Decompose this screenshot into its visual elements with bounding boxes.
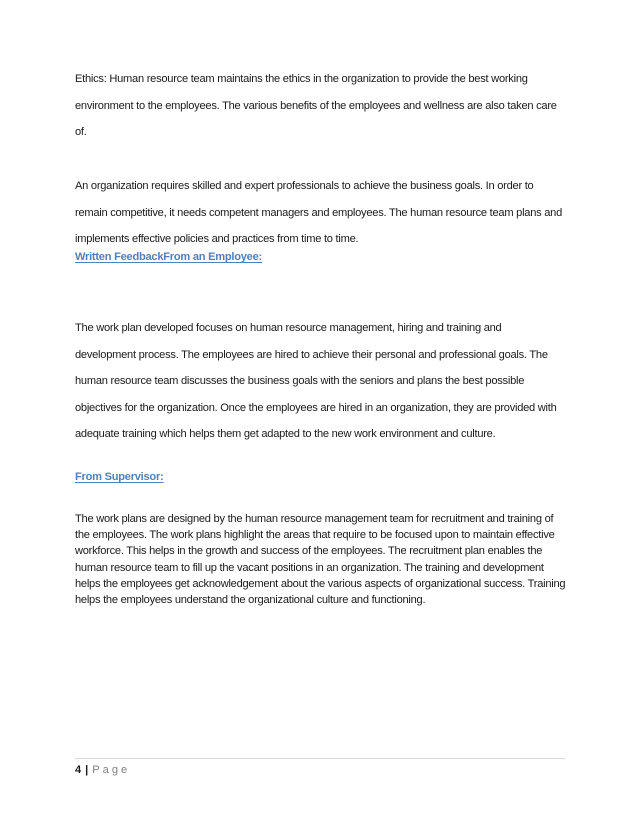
paragraph-line: development process. The employees are hired to achieve their personal and professional goals. The — [75, 348, 548, 361]
paragraph-line: the employees. The work plans highlight the areas that require to be focused upon to maintain effective — [75, 529, 555, 542]
paragraph-line: The work plan developed focuses on human resource management, hiring and training and — [75, 322, 502, 334]
paragraph-line: adequate training which helps them get adapted to the new work environment and culture. — [75, 428, 496, 440]
supervisor-paragraph — [75, 511, 567, 608]
paragraph-line: helps the employees get acknowledgement about the various aspects of organizational success. Training — [75, 577, 566, 590]
paragraph-line: An organization requires skilled and expert professionals to achieve the business goals. In order to — [75, 180, 534, 192]
work-plan-paragraph — [75, 315, 567, 448]
footer-separator: | — [85, 764, 89, 776]
paragraph-line: helps the employees understand the organizational culture and functioning. — [75, 593, 426, 606]
organization-paragraph — [75, 173, 567, 253]
paragraph-line: The work plans are designed by the human resource management team for recruitment and training of — [75, 513, 554, 525]
page-label: Page — [92, 764, 131, 776]
paragraph-line: human resource team to fill up the vacant positions in an organization. The training and development — [75, 561, 544, 574]
page-footer — [75, 762, 130, 778]
supervisor-heading: From Supervisor: — [75, 471, 164, 483]
paragraph-line: workforce. This helps in the growth and success of the employees. The recruitment plan enables the — [75, 545, 543, 558]
footer-divider — [75, 758, 565, 759]
paragraph-line: of. — [75, 126, 87, 138]
ethics-paragraph — [75, 66, 567, 146]
paragraph-line: human resource team discusses the business goals with the seniors and plans the best possible — [75, 375, 525, 387]
paragraph-line: objectives for the organization. Once the employees are hired in an organization, they are provided with — [75, 401, 557, 414]
employee-feedback-heading: Written FeedbackFrom an Employee: — [75, 251, 262, 263]
paragraph-line: Ethics: Human resource team maintains the ethics in the organization to provide the best working — [75, 73, 528, 85]
paragraph-line: environment to the employees. The various benefits of the employees and wellness are also taken care — [75, 99, 557, 112]
page-number: 4 — [75, 764, 82, 776]
paragraph-line: implements effective policies and practices from time to time. — [75, 233, 359, 245]
paragraph-line: remain competitive, it needs competent managers and employees. The human resource team plans and — [75, 206, 563, 219]
